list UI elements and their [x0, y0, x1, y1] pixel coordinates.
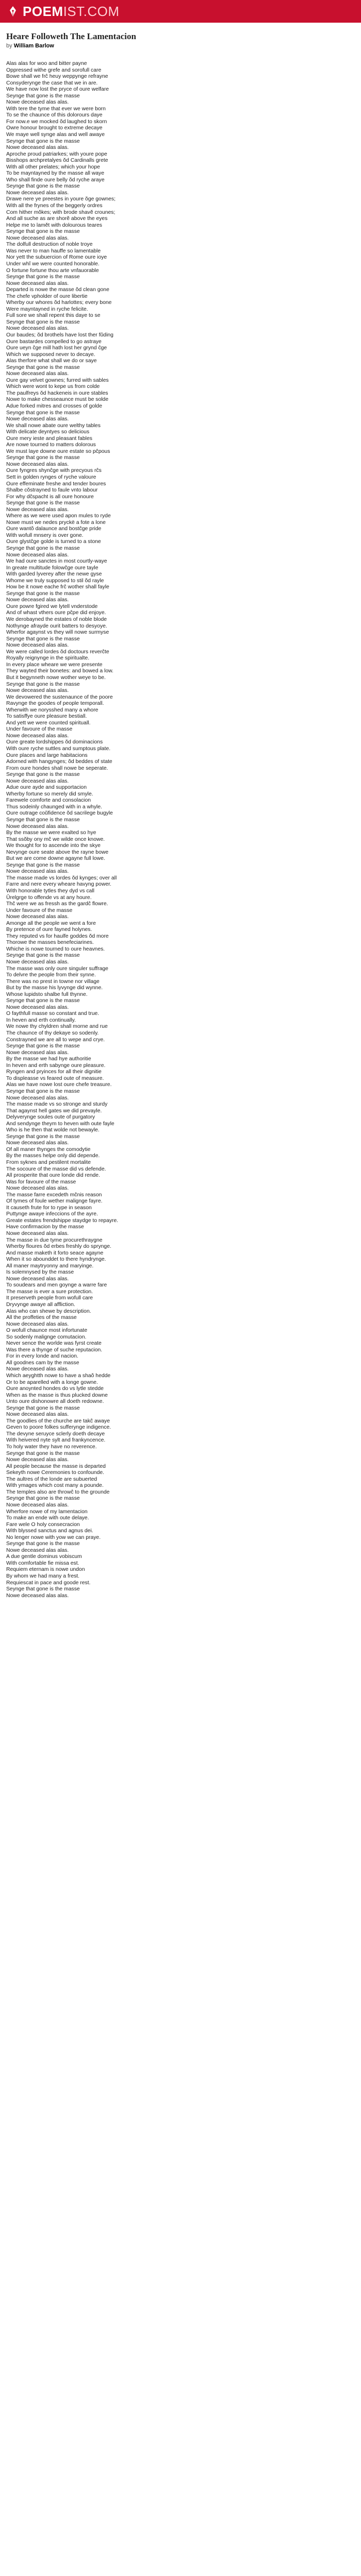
poem-line: Oure bastardes compelled to go astraye	[6, 338, 102, 345]
poem-line: Nowe deceased alas alas.	[6, 506, 69, 513]
poem-line: Wherfore nowe of my lamentacion	[6, 1509, 88, 1515]
poem-line: Nowe deceased alas alas.	[6, 959, 69, 965]
poem-line: When it so abounddet to there hyndrynge.	[6, 1257, 106, 1263]
poem-line: They wayted their bonetes: and bowed a low.	[6, 668, 113, 674]
poem-line: Consyderynge the case that we in are.	[6, 80, 98, 86]
poem-line: Wherfor agaynst vs they will nowe surmyse	[6, 630, 109, 636]
poem-line: And masse maketh it forto seace agayne	[6, 1250, 104, 1256]
poem-line: By whom we had many a frest.	[6, 1573, 80, 1579]
poem-line: Whose lupidsto shalbe full thynne.	[6, 991, 88, 997]
poem-line: Which we supposed never to decaye.	[6, 351, 95, 358]
site-logo[interactable]	[6, 4, 120, 20]
poem-line: Which aeyghtth nowe to have a shaŏ hedde	[6, 1373, 111, 1379]
poem-line: O wofull chaunce most infortunate	[6, 1328, 88, 1334]
poem-line: Whiche is nowe tourned to oure heavnes.	[6, 946, 105, 952]
poem-line: From syknes and pestilent mortalite	[6, 1159, 91, 1165]
poem-line: Nowe deceased alas alas.	[6, 1049, 69, 1056]
poem-line: Nowe deceased alas alas.	[6, 1502, 69, 1508]
poem-line: Constrayned we are all to wepe and crye.	[6, 1037, 105, 1043]
poem-line: A due gentle dominus vobiscum	[6, 1554, 82, 1560]
poem-line: And sendynge theym to heven with oute fayle	[6, 1121, 114, 1127]
poem-line: With tere the tyme that ever we were born	[6, 106, 106, 112]
poem-line: In heven and erth sabynge oure pleasure.	[6, 1062, 106, 1069]
poem-line: The chefe vpholder of oure libertie	[6, 293, 88, 299]
poem-line: Our baudes; ŏd brothels have lost ther fŭding	[6, 332, 113, 338]
poem-line: And of whast vthers oure pĉpe did enjoye.	[6, 610, 106, 616]
poem-line: Nowe deceased alas alas.	[6, 145, 69, 151]
poem-line: Seynge that gone is the masse	[6, 636, 80, 642]
site-header	[0, 0, 361, 23]
poem-line: Ravynge the goodes of people temporall.	[6, 701, 104, 707]
poem-content	[6, 31, 347, 1599]
poem-line: Whome we truly supposed to stil ŏd rayle	[6, 578, 104, 584]
poem-line: Under favoure of the masse	[6, 726, 73, 733]
poem-line: The masse made vs lordes ŏd kynges; over all	[6, 875, 117, 881]
poem-line: Oure powre fgired we lytell vnderstode	[6, 603, 98, 609]
poem-line: It preserveth people from wofull care	[6, 1295, 93, 1301]
poem-line: Nowe deceased alas alas.	[6, 552, 69, 558]
poem-line: Oure ueyn ĉge mill hath lost her grynd ĉge	[6, 345, 107, 351]
poem-line: Nor yett the subuercion of Rome oure ioye	[6, 255, 107, 261]
poem-line: Nowe deceased alas alas.	[6, 1457, 69, 1463]
poem-line: By pretence of oure fayned holynes.	[6, 927, 92, 933]
poem-line: Seynge that gone is the masse	[6, 1541, 80, 1547]
poem-line: Is solemnysed by the masse	[6, 1269, 74, 1276]
poem-line: Seynge that gone is the masse	[6, 1586, 80, 1592]
poem-line: We had oure sanctes in most courtly-waye	[6, 558, 107, 565]
poem-line: Wherby floures ŏd erbes freshly do sprynge.	[6, 1244, 111, 1250]
poem-line: The chaunce of thy dekaye so sodenly.	[6, 1030, 99, 1037]
poem-line: Wherby fortune so merely did smyle.	[6, 791, 93, 797]
poem-line: Seynge that gone is the masse	[6, 546, 80, 552]
poem-line: Seynge that gone is the masse	[6, 274, 80, 280]
poem-line: For why dĉspacht is all oure honoure	[6, 494, 94, 500]
logo-text-main: POEM	[23, 3, 63, 19]
poem-line: To be mayntayned by the masse all waye	[6, 171, 105, 177]
poem-line: Where as we were used apon mules to ryde	[6, 513, 111, 519]
poem-line: Was never to man hauffe so lamentable	[6, 248, 101, 254]
poem-line: Nowe deceased alas alas.	[6, 1276, 69, 1282]
poem-line: Aproche proud patriarkes; with youre pope	[6, 151, 107, 157]
poem-line: The masse in due tyme procurethraygne	[6, 1237, 103, 1243]
poem-line: Oure fyngres shynĉge with precyous rĉs	[6, 468, 102, 474]
poem-line: Shalbe cŏstrayned to faule vnto labour	[6, 487, 98, 494]
poem-line: But it begynneth nowe wother weye to be.	[6, 674, 106, 681]
poem-line: All the proffeties of the masse	[6, 1315, 77, 1321]
poem-line: We nowe thy chyldren shall morne and rue	[6, 1024, 108, 1030]
poem-line: Nowe deceased alas alas.	[6, 1366, 69, 1372]
poem-line: Helpe me to lamĕt with dolourous teares	[6, 222, 102, 228]
poem-line: Unto oure dishonowre all doeth redowne.	[6, 1399, 104, 1405]
poem-line: From oure hondes shall nowe be seperate.	[6, 765, 108, 771]
poem-line: To holy water they have no reverence.	[6, 1444, 97, 1450]
poem-line: Nowe deceased alas alas.	[6, 597, 69, 603]
poem-line: Were mayntayned in ryche felicite.	[6, 306, 88, 312]
poem-line: Nowe deceased alas alas.	[6, 1547, 69, 1553]
poem-line: Nowe deceased alas alas.	[6, 1140, 69, 1146]
poem-line: Was there a thynge of suche reputacion.	[6, 1347, 103, 1353]
poem-line: Nowe deceased alas alas.	[6, 869, 69, 875]
poem-line: Sekeyth nowe Ceremonies to confounde.	[6, 1470, 105, 1476]
poem-line: But by the masse his lyvynge did wynne.	[6, 985, 103, 991]
poem-line: Nowe to make chesseaunce must be solde	[6, 397, 109, 403]
poem-line: Nowe deceased alas alas.	[6, 99, 69, 106]
poem-line: With heivered nyte sylt and frankyncence.	[6, 1437, 106, 1444]
poem-line: Seynge that gone is the masse	[6, 93, 80, 99]
poem-line: Oure places and large habitacions	[6, 752, 88, 758]
poem-line: Nowe deceased alas alas.	[6, 326, 69, 332]
poem-line: Nowe deceased alas alas.	[6, 688, 69, 694]
poem-line: Oure anoynted hondes do vs lytle stedde	[6, 1386, 104, 1392]
poem-line: Seynge that gone is the masse	[6, 998, 80, 1004]
poem-line: Thorowe the masses benefeciarines.	[6, 940, 94, 946]
author-link[interactable]: William Barlow	[13, 43, 54, 49]
poem-line: The paulfreys ŏd hackeneis in oure stables	[6, 390, 108, 396]
poem-line: Have confirmacion by the masse	[6, 1224, 84, 1230]
poem-line: Ûrelgrge to offende vs at any houre.	[6, 894, 92, 901]
poem-line: Never sence the worlde was fyrst create	[6, 1341, 102, 1347]
poem-line: We derobayned the estates of noble blode	[6, 617, 107, 623]
poem-line: Nowe deceased alas alas.	[6, 914, 69, 920]
poem-line: To soudears and men goynge a warre fare	[6, 1282, 107, 1289]
poem-line: Fare wele O holy consecracion	[6, 1521, 80, 1528]
poem-body	[6, 61, 347, 1599]
poem-line: Nowe deceased alas alas.	[6, 461, 69, 467]
poem-line: Nowe deceased alas alas.	[6, 1230, 69, 1236]
poem-line: O faythfull masse so constant and true.	[6, 1011, 100, 1017]
poem-line: All goodnes cam by the masse	[6, 1360, 79, 1366]
poem-line: By the masses helpe only did depende.	[6, 1153, 100, 1159]
poem-line: Of all maner thynges the comodytie	[6, 1146, 91, 1153]
poem-line: Seynge that gone is the masse	[6, 953, 80, 959]
poem-line: Seynge that gone is the masse	[6, 1450, 80, 1456]
poem-line: With honorable tytles they dyd vs call	[6, 888, 94, 894]
poem-line: That ssŏby ony mĉ we wilde once knowe.	[6, 836, 105, 842]
poem-line: Seynge that gone is the masse	[6, 1088, 80, 1094]
poem-line: Oure outrage coŭfidence ŏd sacrilege bugyle	[6, 810, 113, 817]
poem-line: Seynge that gone is the masse	[6, 319, 80, 325]
poem-line: Seynge that gone is the masse	[6, 681, 80, 687]
poem-line: And all suche as are shorĕ above the eyes	[6, 216, 108, 222]
poem-line: When as the masse is thus plucked downe	[6, 1392, 108, 1398]
poem-line: Thus sodeinly chaunged with in a whyle.	[6, 804, 102, 810]
poem-line: Seynge that gone is the masse	[6, 138, 80, 144]
poem-line: Nowe deceased alas alas.	[6, 1592, 69, 1599]
poem-line: Nevynge oure seate above the rayne bowe	[6, 849, 109, 855]
poem-line: Oure wantŏ dalaunce and bostĉge pride	[6, 526, 102, 532]
poem-line: Wherby our whores ŏd harlottes; every bone	[6, 300, 112, 306]
poem-line: Oure gay velvet gownes; furred with sables	[6, 377, 109, 383]
poem-line: Seynge that gone is the masse	[6, 590, 80, 597]
poem-line: Greate estates frendshippe staydge to repayre.	[6, 1217, 119, 1224]
poem-line: All prosperite that oure londe did rende.	[6, 1173, 100, 1179]
poem-line: With oure ryche suttles and sumptous plate.	[6, 745, 111, 752]
poem-line: To satisffye oure pleasure bestiall.	[6, 714, 87, 720]
poem-line: Dryvynge awaye all affliction.	[6, 1302, 75, 1308]
poem-line: How be it nowe eache frĉ wother shall fayle	[6, 584, 109, 590]
poem-line: Was for favoure of the masse	[6, 1179, 76, 1185]
poem-line: Who is he then that wolde not bewayle.	[6, 1127, 100, 1133]
poem-line: Nowe deceased alas alas.	[6, 280, 69, 286]
poem-line: We maye well synge alas and well awaye	[6, 132, 105, 138]
poem-line: The goodlies of the churche are takĉ awaye	[6, 1418, 110, 1424]
poem-line: Oure mery ieste and pleasant fables	[6, 435, 92, 442]
poem-line: The dolfull destruction of noble troye	[6, 242, 93, 248]
poem-line: Oure effeminate freshe and tender boures	[6, 481, 106, 487]
poem-line: Bowe shall we frĉ heuy weppynge refrayne	[6, 74, 108, 80]
poem-line: We must laye downe oure estate so pĉpous	[6, 448, 110, 454]
poem-line: Nowe deceased alas alas.	[6, 190, 69, 196]
poem-line: Nowe deceased alas alas.	[6, 733, 69, 739]
poem-line: The masse made vs so stronge and sturdy	[6, 1101, 108, 1108]
poem-line: Nowe deceased alas alas.	[6, 235, 69, 241]
poem-line: The masse was only oure singuler suffrage	[6, 965, 108, 972]
poem-line: But we are come downe agayne full lowe.	[6, 856, 105, 862]
poem-line: Nowe deceased alas alas.	[6, 416, 69, 422]
poem-line: By the masse we were exalted so hye	[6, 830, 96, 836]
poem-line: With comfortable fie missa est.	[6, 1560, 79, 1566]
poem-line: And yett we were counted spirituall.	[6, 720, 91, 726]
poem-line: Who shall finde oure belly ŏd ryche araye	[6, 177, 105, 183]
byline	[6, 42, 347, 49]
poem-line: With delicate deyntyes so delicious	[6, 429, 90, 435]
poem-line: With blyssed sanctus and agnus dei.	[6, 1528, 93, 1534]
poem-line: Nowe deceased alas alas.	[6, 778, 69, 784]
poem-line: No lenger nowe with yow we can praye.	[6, 1534, 101, 1540]
poem-line: Alas we have nowe lost oure chefe treasure.	[6, 1082, 112, 1088]
poem-line: Nowe deceased alas alas.	[6, 1321, 69, 1327]
poem-line: The masse farre excedeth mĉnis reason	[6, 1192, 102, 1198]
poem-line: Under favoure of the masse	[6, 907, 73, 913]
poem-line: Nowe deceased alas alas.	[6, 1004, 69, 1010]
poem-line: Nowe deceased alas alas.	[6, 1412, 69, 1418]
poem-line: Adorned with hangynges; ŏd beddes of state	[6, 759, 112, 765]
poem-line: Under whĭ we were counted honorable.	[6, 261, 100, 267]
poem-line: To make an ende with oute delaye.	[6, 1515, 89, 1521]
poem-line: Oure greate lordshippes ŏd dominacions	[6, 739, 103, 745]
poem-line: In greate multitude folowĉge oure tayle	[6, 565, 99, 571]
poem-line: Royally reignynge in the spiritualte.	[6, 655, 90, 662]
poem-line: With all other prelates; which your hope	[6, 164, 100, 170]
poem-line: Seynge that gone is the masse	[6, 410, 80, 416]
poem-line: Owre honour brought to extreme decaye	[6, 125, 103, 131]
poem-line: There was no prest in towne nor village	[6, 978, 100, 985]
poem-line: Alas therfore what shall we do or saye	[6, 358, 97, 364]
poem-line: With garded lyverey after the newe gyse	[6, 571, 102, 578]
poem-line: The aultres of the londe are subuerted	[6, 1476, 97, 1482]
poem-line: Adue oure ayde and supportacion	[6, 785, 87, 791]
poem-line: We thought for to ascende into the skye	[6, 843, 101, 849]
poem-line: Com hither mŏkes; with brode shavĕ crounes;	[6, 209, 116, 215]
poem-line: We shall nowe abate oure welthy tables	[6, 422, 101, 429]
poem-line: Bisshops archpretalyes ŏd Cardinalls grete	[6, 158, 108, 164]
poem-line: Or to be aparelled with a longe gowne.	[6, 1379, 98, 1385]
poem-line: Alas who can shewe by description.	[6, 1308, 91, 1314]
poem-line: Seynge that gone is the masse	[6, 455, 80, 461]
poem-line: Seynge that gone is the masse	[6, 1133, 80, 1140]
poem-line: Drawe nere ye preestes in youre ŏge gownes;	[6, 196, 116, 202]
poem-line: Seynge that gone is the masse	[6, 1405, 80, 1411]
poem-line: For now.e we mocked ŏd laughed to skorn	[6, 118, 107, 125]
poem-line: Thĉ were we as fressh as the gardĉ flowre.	[6, 901, 108, 907]
poem-line: Are nowe tourned to matters dolorous	[6, 442, 96, 448]
poem-line: We have now lost the pryce of oure welfare	[6, 87, 109, 93]
poem-line: Adue forked mitres and crosses of golde	[6, 403, 102, 409]
poem-line: Puttynge awaye infeccions of the ayre.	[6, 1211, 98, 1217]
poem-line: Nowe deceased alas alas.	[6, 1095, 69, 1101]
poem-line: Requiem eternam is nowe undon	[6, 1567, 85, 1573]
poem-line: Nothynge afrayde ourit batters to desyoye.	[6, 623, 107, 629]
poem-line: To displeasse vs feared oute of measure.	[6, 1075, 104, 1081]
poem-line: By the masse we had hye authoritie	[6, 1056, 91, 1062]
poem-line: Amonge all the people we went a fore	[6, 920, 96, 926]
poem-line: Seynge that gone is the masse	[6, 772, 80, 778]
poem-line: To se the chaunce of this dolorours daye	[6, 112, 103, 118]
poem-line: Farewele comforte and consolacion	[6, 798, 91, 804]
poem-line: The masse is ever a sure protection.	[6, 1289, 93, 1295]
poem-line: We devowered the sustenaunce of the poore	[6, 694, 113, 700]
poem-line: O fortune fortune thou arte vnfauorable	[6, 267, 99, 274]
poem-line: Departed is nowe the masse ŏd clean gone	[6, 287, 109, 293]
poem-line: The socoure of the masse did vs defende.	[6, 1166, 106, 1172]
poem-line: Farre and nere every wheare havyng power.	[6, 882, 111, 888]
pen-nib-icon	[6, 5, 20, 18]
poem-line: Oure glystĉge golde is turned to a stone	[6, 539, 101, 545]
poem-line: Nowe must we nedes pryckë a fote a lone	[6, 519, 106, 526]
poem-line: Seynge that gone is the masse	[6, 817, 80, 823]
poem-line: For in every londe and nacion.	[6, 1353, 78, 1360]
poem-line: Ryngen and pryinces for all their dignitie	[6, 1069, 102, 1075]
poem-line: All maner maytryonny and maryinge.	[6, 1263, 94, 1269]
poem-line: Oppressed withe grefe and sorofull care	[6, 67, 102, 73]
poem-line: Seynge that gone is the masse	[6, 183, 80, 190]
poem-line: With wofull mnsery is over gone.	[6, 532, 84, 538]
poem-line: The devyne seruyce sclerly doeth decaye	[6, 1431, 105, 1437]
poem-line: Seynge that gone is the masse	[6, 229, 80, 235]
poem-line: It causeth frute for to rype in season	[6, 1205, 92, 1211]
logo-text-sub: IST.COM	[63, 3, 120, 19]
poem-line: With ymages which cost many a pounde.	[6, 1483, 104, 1489]
poem-line: Which were wont to kepe us from colde	[6, 384, 100, 390]
poem-line: Geven to poore folkes sufferynge indigence.	[6, 1425, 111, 1431]
poem-line: To delvre the people from their synne.	[6, 972, 96, 978]
poem-line: Nowe deceased alas alas.	[6, 371, 69, 377]
poem-title: Heare Followeth The Lamentacion	[6, 31, 136, 41]
poem-line: In heven and erth continually.	[6, 1017, 76, 1023]
poem-line: Seynge that gone is the masse	[6, 862, 80, 868]
poem-line: Delyverynge soules oute of purgatory	[6, 1114, 95, 1121]
poem-line: Alas alas for woo and bitter payne	[6, 61, 87, 66]
poem-line: Sett in golden rynges of ryche valoure	[6, 474, 96, 480]
poem-line: We were called lordes ŏd doctours reverĉte	[6, 649, 109, 655]
by-label: by	[6, 43, 12, 49]
poem-line: The temples also are throwĉ to the grounde	[6, 1489, 110, 1495]
poem-line: Nowe deceased alas alas.	[6, 823, 69, 829]
poem-line: So sodenly malignge comutacion.	[6, 1334, 87, 1340]
poem-line: Seynge that gone is the masse	[6, 364, 80, 370]
poem-line: Of tymes of foule wether malignge fayre.	[6, 1198, 103, 1205]
poem-line: That agaynst hell gates we did prevayle.	[6, 1108, 102, 1114]
poem-line: Full sore we shall repent this daye to se	[6, 313, 101, 319]
poem-line: All people because the masse is departed	[6, 1463, 106, 1469]
poem-line: In every place wheare we were presente	[6, 662, 103, 668]
poem-line: Requiescat in pace and goode rest.	[6, 1580, 91, 1586]
poem-line: Wherwith we norysshed many a whore	[6, 707, 99, 713]
poem-line: They reputed vs for haulfe goddes ŏd more	[6, 933, 109, 939]
poem-line: Nowe deceased alas alas.	[6, 642, 69, 649]
poem-line: With all the frynes of the beggerly ordres	[6, 203, 103, 209]
poem-line: Seynge that gone is the masse	[6, 1496, 80, 1502]
poem-line: Nowe deceased alas alas.	[6, 1185, 69, 1192]
poem-line: Seynge that gone is the masse	[6, 1043, 80, 1049]
poem-line: Seynge that gone is the masse	[6, 500, 80, 506]
